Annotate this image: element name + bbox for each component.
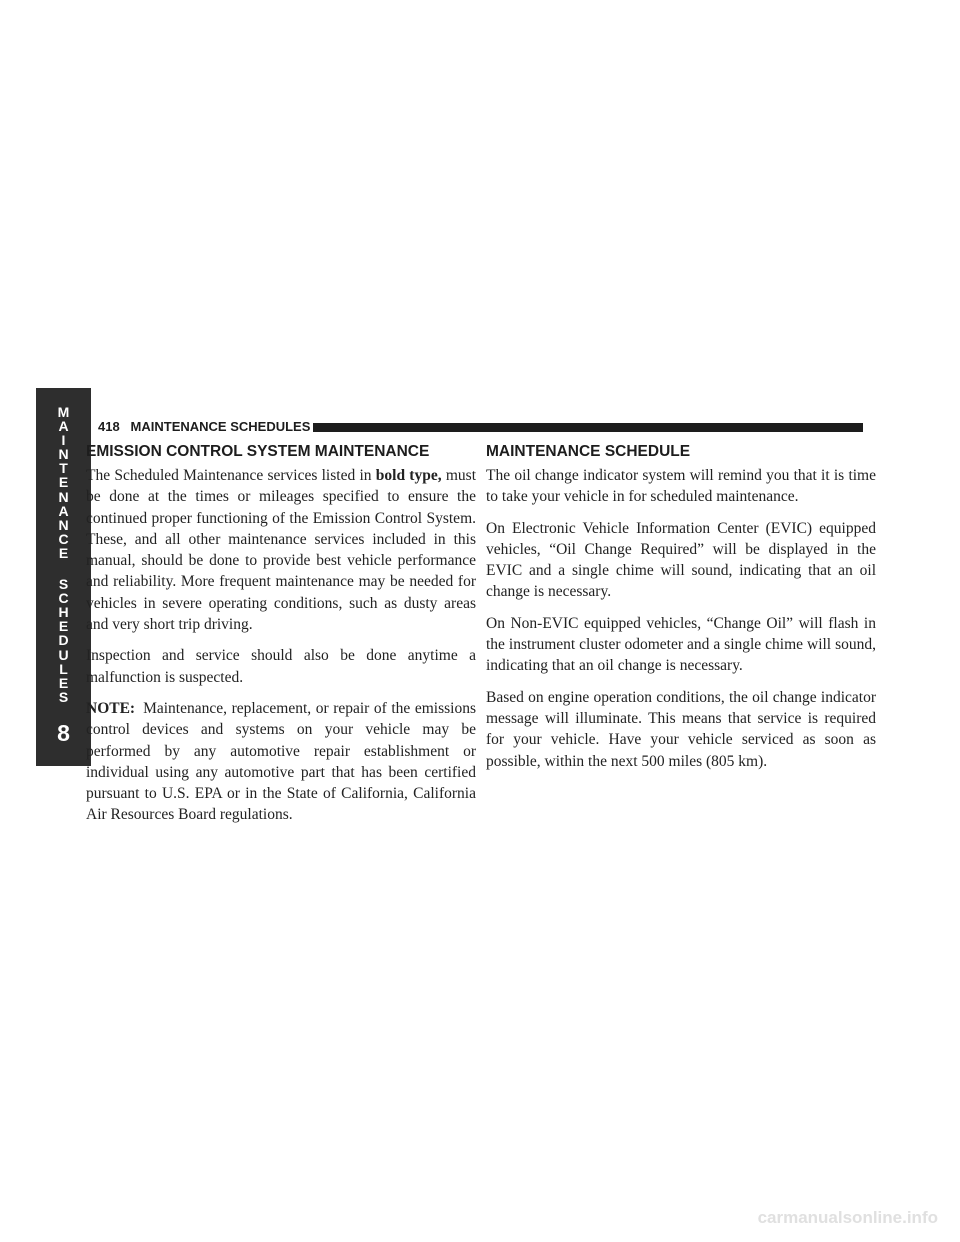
- paragraph-text: The Scheduled Maintenance services listed in: [86, 467, 376, 484]
- paragraph: On Electronic Vehicle Information Center (EVIC) equipped vehicles, “Oil Change Required” will be displayed in the EVIC and a single chime will sound, indicating that an oil change is necessary.: [486, 519, 876, 601]
- page-number: 418: [98, 419, 120, 434]
- paragraph-text: must be done at the times or mileages specified to ensure the continued proper functioning of the Emission Control System. These, and all other maintenance services included in this manual, should be done to provide best vehicle performance and reliability. More frequent maintenance may be needed for vehicles in severe operating conditions, such as dusty areas and very short trip driving.: [86, 467, 477, 634]
- tab-letter: S: [58, 576, 69, 593]
- tab-letter: A: [58, 502, 69, 519]
- tab-letter: E: [58, 618, 69, 635]
- tab-letter: E: [58, 474, 69, 491]
- chapter-tab-letters: [36, 405, 91, 704]
- maintenance-schedule-heading: MAINTENANCE SCHEDULE: [486, 443, 691, 460]
- paragraph: [86, 465, 476, 635]
- running-header: [98, 418, 310, 436]
- tab-gap: [36, 560, 91, 577]
- tab-letter: N: [58, 488, 69, 505]
- tab-letter: A: [58, 418, 69, 435]
- header-rule: [313, 423, 863, 432]
- tab-letter: N: [58, 446, 69, 463]
- bold-text: bold type,: [375, 467, 442, 484]
- note-text: Maintenance, replacement, or repair of the emissions control devices and systems on your vehicle may be performed by any automotive repair establishment or individual using any automotive part that has been certified pursuant to U.S. EPA or in the State of California, California Air Resources Board regulations.: [86, 699, 476, 824]
- emission-heading: EMISSION CONTROL SYSTEM MAINTENANCE: [86, 443, 430, 460]
- note-label: NOTE:: [86, 699, 136, 717]
- tab-letter: E: [58, 544, 69, 561]
- tab-letter: C: [58, 590, 69, 607]
- paragraph: The oil change indicator system will remind you that it is time to take your vehicle in for scheduled maintenance.: [486, 467, 876, 506]
- paragraph: On Non-EVIC equipped vehicles, “Change Oil” will flash in the instrument cluster odometer and a single chime will sound, indicating that an oil change is necessary.: [486, 614, 876, 675]
- tab-letter: I: [61, 432, 66, 449]
- tab-letter: D: [58, 632, 69, 649]
- tab-letter: H: [58, 604, 69, 621]
- tab-letter: C: [58, 530, 69, 547]
- tab-letter: L: [59, 660, 68, 677]
- section-title: MAINTENANCE SCHEDULES: [130, 419, 311, 434]
- tab-letter: E: [58, 674, 69, 691]
- left-column: [86, 441, 476, 836]
- chapter-tab: [36, 388, 91, 766]
- watermark: carmanualsonline.info: [757, 1208, 938, 1227]
- note-paragraph: [86, 698, 476, 826]
- tab-letter: S: [58, 688, 69, 705]
- tab-letter: N: [58, 516, 69, 533]
- right-column: [486, 441, 876, 782]
- chapter-number: 8: [57, 720, 70, 746]
- tab-letter: T: [59, 460, 68, 477]
- paragraph: Based on engine operation conditions, the oil change indicator message will illuminate. This means that service is required for your vehicle. Have your vehicle serviced as soon as possible, within the next 500 miles (805 km).: [486, 688, 876, 770]
- paragraph: Inspection and service should also be done anytime a malfunction is suspected.: [86, 647, 476, 686]
- tab-letter: U: [58, 646, 69, 663]
- tab-letter: M: [57, 404, 70, 420]
